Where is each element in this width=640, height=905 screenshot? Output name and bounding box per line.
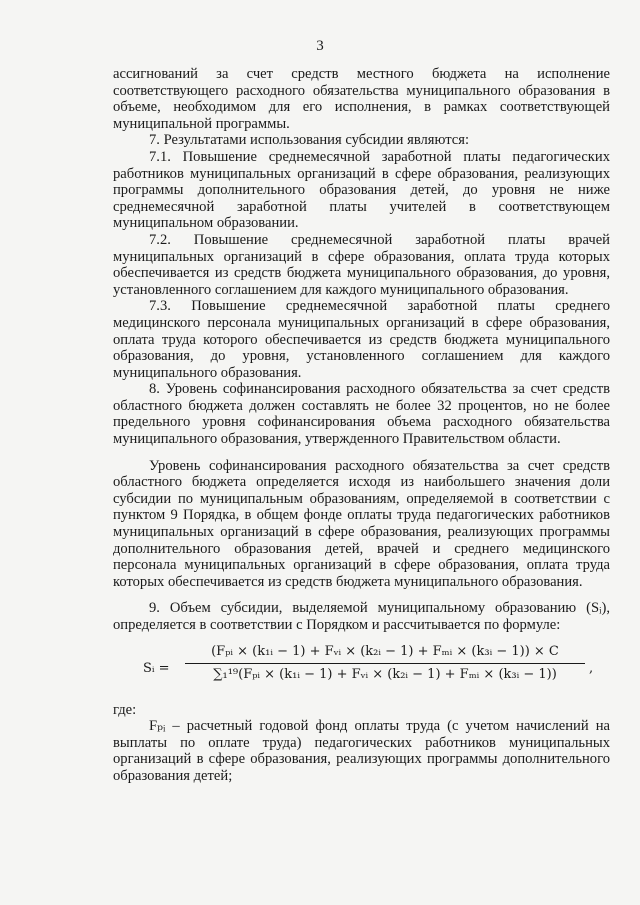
paragraph-7-3: 7.3. Повышение среднемесячной заработной платы среднего медицинского персонала муниципальных организаций в сфере образования, оплата труда которого обеспечивается из средств бюджета муниципального образования, до уровня, установленного соглашением для каждого муниципального образования. [113, 298, 610, 381]
formula-trailing-comma: , [589, 660, 594, 676]
document-body [113, 66, 610, 785]
paragraph-7-2: 7.2. Повышение среднемесячной заработной платы врачей муниципальных организаций в сфере образования, оплата труда которых обеспечивается из средств бюджета муниципального образования, до уровня, установленного соглашением для каждого муниципального образования. [113, 231, 610, 298]
formula-numerator: (Fₚᵢ × (k₁ᵢ − 1) + Fᵥᵢ × (k₂ᵢ − 1) + Fₘᵢ × (k₃ᵢ − 1)) × C [211, 643, 559, 659]
formula-denominator: ∑₁¹⁹(Fₚᵢ × (k₁ᵢ − 1) + Fᵥᵢ × (k₂ᵢ − 1) + Fₘᵢ × (k₃ᵢ − 1)) [213, 667, 557, 683]
paragraph-results-heading: 7. Результатами использования субсидии являются: [149, 132, 470, 149]
paragraph-8: 8. Уровень софинансирования расходного обязательства за счет средств областного бюджета должен составлять не более 32 процентов, но не более предельного уровня софинансирования объема расходного обязательства муниципального образования, утвержденного Правительством области. [113, 381, 610, 448]
formula-fraction [185, 644, 585, 684]
paragraph-continuation: ассигнований за счет средств местного бюджета на исполнение соответствующего расходного обязательства муниципального образования в объеме, необходимом для его исполнения, в рамках соответствующей муниципальной программы. [113, 66, 610, 132]
paragraph-7-1: 7.1. Повышение среднемесячной заработной платы педагогических работников муниципальных организаций в сфере образования, реализующих программы дополнительного образования детей, до уровня не ниже среднемесячной заработной платы учителей в соответствующем муниципальном образовании. [113, 148, 610, 232]
page-number: 3 [316, 38, 324, 54]
where-label: где: [113, 701, 137, 718]
formula-lhs: Sᵢ = [143, 660, 170, 676]
definition-fpi: Fₚᵢ – расчетный годовой фонд оплаты труда (с учетом начислений на выплаты по оплате труда) педагогических работников муниципальных организаций в сфере образования, реализующих программы дополнительного образования детей; [113, 718, 610, 784]
paragraph-cofinancing-level: Уровень софинансирования расходного обязательства за счет средств областного бюджета определяется исходя из наибольшего значения доли субсидии по муниципальным образованиям, определяемой в соответствии с пунктом 9 Порядка, в общем фонде оплаты труда педагогических работников муниципальных организаций в сфере образования, реализующих программы дополнительного образования детей, врачей и среднего медицинского персонала муниципальных организаций в сфере образования, оплата труда которых обеспечивается из средств бюджета муниципального образования. [113, 457, 610, 590]
paragraph-9: 9. Объем субсидии, выделяемой муниципальному образованию (Sᵢ), определяется в соответствии с Порядком и рассчитывается по формуле: [113, 600, 610, 633]
subsidy-formula [113, 644, 610, 698]
